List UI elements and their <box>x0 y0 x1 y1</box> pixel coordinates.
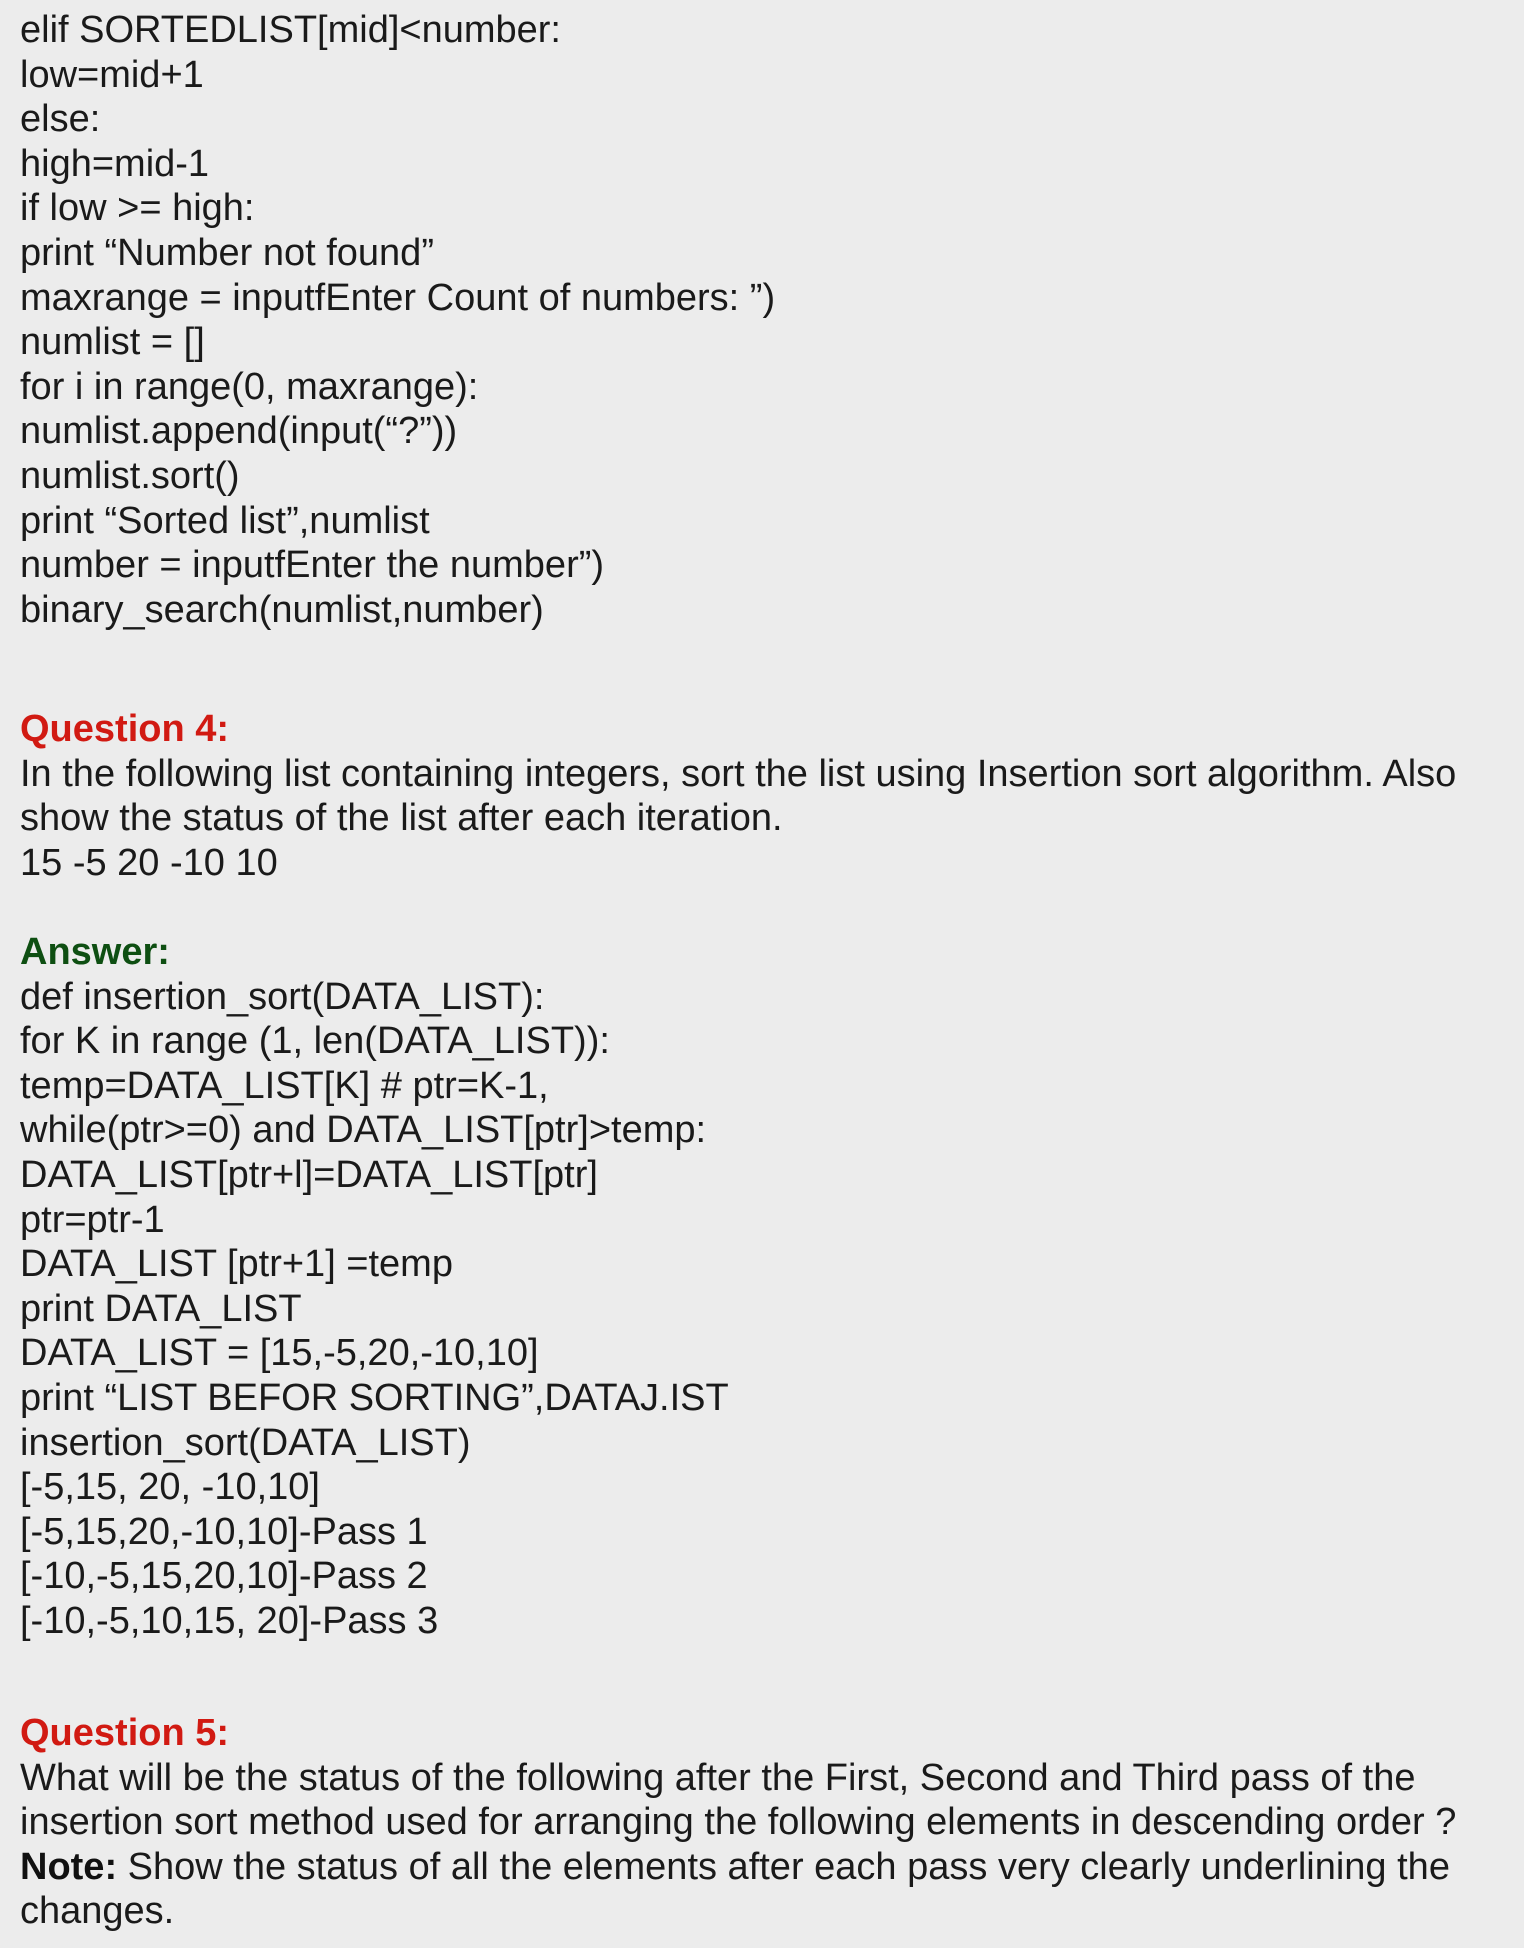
code-line: numlist.append(input(“?”)) <box>20 410 458 453</box>
question-5-text: What will be the status of the following after the First, Second and Third pass of the <box>20 1756 1416 1799</box>
answer-line: insertion_sort(DATA_LIST) <box>20 1421 471 1464</box>
question-5-heading: Question 5: <box>20 1712 230 1754</box>
code-line: binary_search(numlist,number) <box>20 588 544 631</box>
question-5-section <box>20 1711 1456 1934</box>
answer-line: [-10,-5,10,15, 20]-Pass 3 <box>20 1599 439 1642</box>
question-4-text: In the following list containing integers, sort the list using Insertion sort algorithm. Also <box>20 752 1457 795</box>
question-4-section <box>20 707 1456 885</box>
question-4-heading: Question 4: <box>20 708 230 750</box>
note-text: Show the status of all the elements after each pass very clearly underlining the <box>117 1845 1450 1888</box>
answer-line: [-5,15, 20, -10,10] <box>20 1466 320 1509</box>
code-line: number = inputfEnter the number”) <box>20 544 605 587</box>
answer-line: temp=DATA_LIST[K] # ptr=K-1, <box>20 1064 549 1107</box>
answer-line: DATA_LIST [ptr+1] =temp <box>20 1243 453 1286</box>
answer-line: [-10,-5,15,20,10]-Pass 2 <box>20 1555 428 1598</box>
code-line: print “Sorted list”,numlist <box>20 499 430 542</box>
code-line: for i in range(0, maxrange): <box>20 365 479 408</box>
answer-line: ptr=ptr-1 <box>20 1198 165 1241</box>
question-5-text: insertion sort method used for arranging the following elements in descending order ? <box>20 1801 1457 1844</box>
code-line: elif SORTEDLIST[mid]<number: <box>20 9 561 51</box>
code-line: maxrange = inputfEnter Count of numbers: ”) <box>20 276 776 319</box>
code-line: high=mid-1 <box>20 142 210 185</box>
answer-line: DATA_LIST = [15,-5,20,-10,10] <box>20 1332 539 1375</box>
question-4-text: show the status of the list after each iteration. <box>20 797 783 840</box>
code-block-binary-search <box>20 8 775 632</box>
code-line: if low >= high: <box>20 187 255 230</box>
answer-line: [-5,15,20,-10,10]-Pass 1 <box>20 1510 428 1553</box>
answer-heading: Answer: <box>20 931 170 973</box>
answer-section <box>20 930 729 1644</box>
answer-line: print DATA_LIST <box>20 1287 302 1330</box>
code-line: numlist.sort() <box>20 454 240 497</box>
code-line: else: <box>20 98 101 141</box>
question-5-text: changes. <box>20 1890 175 1933</box>
question-4-list: 15 -5 20 -10 10 <box>20 841 278 884</box>
note-label: Note: <box>20 1845 118 1888</box>
answer-line: print “LIST BEFOR SORTING”,DATAJ.IST <box>20 1376 729 1419</box>
answer-line: DATA_LIST[ptr+l]=DATA_LIST[ptr] <box>20 1153 598 1196</box>
answer-line: for K in range (1, len(DATA_LIST)): <box>20 1020 610 1063</box>
code-line: numlist = [] <box>20 321 205 364</box>
code-line: print “Number not found” <box>20 231 434 274</box>
answer-line: while(ptr>=0) and DATA_LIST[ptr]>temp: <box>20 1109 707 1152</box>
code-line: low=mid+1 <box>20 53 204 96</box>
answer-line: def insertion_sort(DATA_LIST): <box>20 975 545 1018</box>
question-5-note <box>20 1845 1456 1890</box>
